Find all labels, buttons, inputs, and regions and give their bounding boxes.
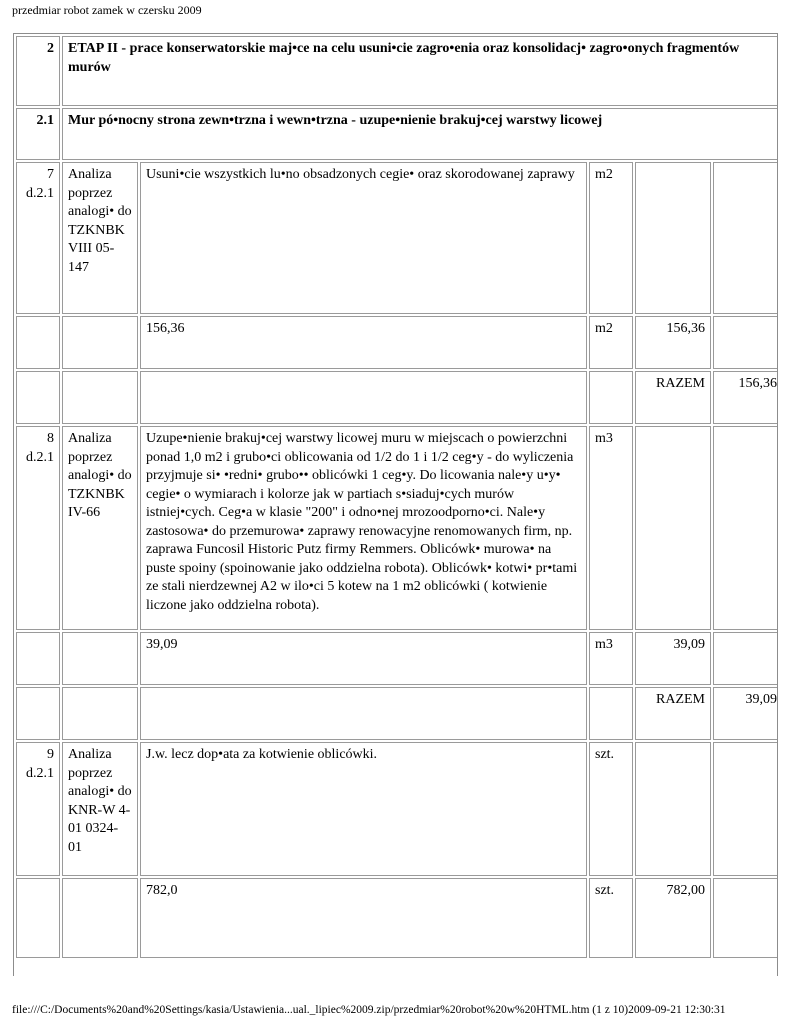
calc-unit: m3: [589, 632, 633, 685]
section-row: [16, 108, 778, 160]
total-row: [16, 371, 778, 424]
empty-cell: [16, 316, 60, 369]
empty-cell: [16, 687, 60, 740]
empty-cell: [140, 687, 587, 740]
section-number: 2: [16, 36, 60, 106]
empty-cell: [62, 878, 138, 958]
empty-cell: [713, 316, 778, 369]
empty-cell: [62, 687, 138, 740]
item-description: Uzupe•nienie brakuj•cej warstwy licowej muru w miejscach o powierzchni ponad 1,0 m2 i grubo•ci oblicowania od 1/2 do 1 i 1/2 ceg•y - do wyliczenia przyjmuje si• •redni• grubo•• oblicówki 1 ceg•y. Do licowania nale•y u•y• cegie• o wymiarach i kolorze jak w partiach s•siaduj•cych murów istniej•cych. Ceg•a w klasie "200" i odno•nej mrozoodporno•ci. Nale•y zastosowa• do przemurowa• zaprawy renowacyjne renomowanych firm, np. zaprawa Funcosil Historic Putz firmy Remmers. Oblicówk• murowa• na puste spoiny (spoinowanie jako oddzielna robota). Oblicówk• kotwi• pr•tami ze stali nierdzewnej A2 w ilo•ci 5 kotew na 1 m2 oblicówki ( kotwienie liczone jako oddzielna robota).: [140, 426, 587, 630]
empty-cell: [16, 371, 60, 424]
empty-cell: [62, 371, 138, 424]
empty-cell: [62, 316, 138, 369]
item-row: [16, 162, 778, 314]
empty-cell: [589, 687, 633, 740]
item-number: 7: [47, 167, 54, 182]
empty-cell: [16, 878, 60, 958]
total-row: [16, 687, 778, 740]
total-value: 156,36: [713, 371, 778, 424]
calc-row: [16, 632, 778, 685]
section-title: ETAP II - prace konserwatorskie maj•ce na celu usuni•cie zagro•enia oraz konsolidacj• zagro•onych fragmentów murów: [62, 36, 778, 106]
empty-cell: [713, 632, 778, 685]
total-label: RAZEM: [635, 687, 711, 740]
calc-row: [16, 316, 778, 369]
item-ref: d.2.1: [26, 765, 54, 781]
calc-value: 39,09: [635, 632, 711, 685]
item-number-cell: [16, 742, 60, 876]
calc-value: 156,36: [635, 316, 711, 369]
item-quantity: [635, 742, 711, 876]
page-header: przedmiar robot zamek w czersku 2009: [12, 3, 202, 17]
section-title: Mur pó•nocny strona zewn•trzna i wewn•trzna - uzupe•nienie brakuj•cej warstwy licowej: [62, 108, 778, 160]
empty-cell: [62, 632, 138, 685]
empty-cell: [16, 632, 60, 685]
page-footer-path: file:///C:/Documents%20and%20Settings/kasia/Ustawienia...ual._lipiec%2009.zip/przedmiar%20robot%20w%20HTML.htm (1 z 10)2009-09-21 12:30:31: [12, 1004, 726, 1016]
cost-estimate-frame: [13, 33, 778, 976]
calc-expression: 782,0: [140, 878, 587, 958]
item-number: 8: [47, 431, 54, 446]
item-description: Usuni•cie wszystkich lu•no obsadzonych cegie• oraz skorodowanej zaprawy: [140, 162, 587, 314]
empty-cell: [140, 371, 587, 424]
cost-estimate-table: [14, 34, 778, 960]
item-unit: szt.: [589, 742, 633, 876]
calc-expression: 156,36: [140, 316, 587, 369]
item-amount: [713, 162, 778, 314]
section-number: 2.1: [16, 108, 60, 160]
calc-expression: 39,09: [140, 632, 587, 685]
empty-cell: [589, 371, 633, 424]
item-ref: d.2.1: [26, 449, 54, 465]
calc-unit: m2: [589, 316, 633, 369]
item-description: J.w. lecz dop•ata za kotwienie oblicówki.: [140, 742, 587, 876]
empty-cell: [713, 878, 778, 958]
item-quantity: [635, 162, 711, 314]
item-basis: Analiza poprzez analogi• do TZKNBK IV-66: [62, 426, 138, 630]
item-quantity: [635, 426, 711, 630]
item-unit: m3: [589, 426, 633, 630]
calc-value: 782,00: [635, 878, 711, 958]
total-label: RAZEM: [635, 371, 711, 424]
calc-unit: szt.: [589, 878, 633, 958]
item-unit: m2: [589, 162, 633, 314]
section-row: [16, 36, 778, 106]
item-amount: [713, 426, 778, 630]
total-value: 39,09: [713, 687, 778, 740]
calc-row: [16, 878, 778, 958]
item-basis: Analiza poprzez analogi• do TZKNBK VIII 05-147: [62, 162, 138, 314]
item-number: 9: [47, 747, 54, 762]
item-row: [16, 742, 778, 876]
item-row: [16, 426, 778, 630]
item-number-cell: [16, 162, 60, 314]
item-basis: Analiza poprzez analogi• do KNR-W 4-01 0324-01: [62, 742, 138, 876]
item-ref: d.2.1: [26, 185, 54, 201]
item-amount: [713, 742, 778, 876]
item-number-cell: [16, 426, 60, 630]
